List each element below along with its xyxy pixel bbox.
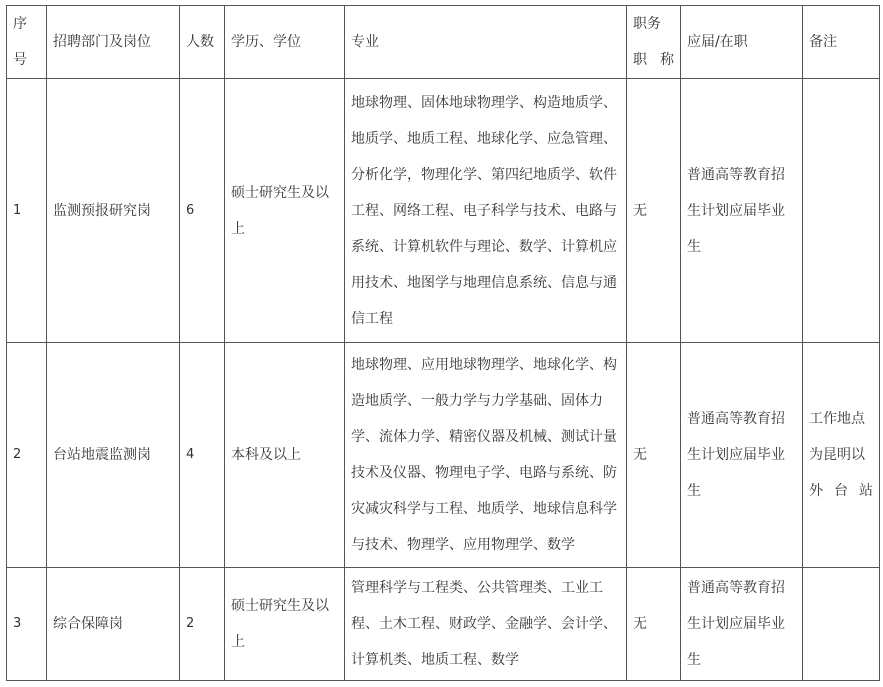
header-edu: 学历、学位 (225, 6, 345, 79)
cell-count: 4 (180, 343, 225, 568)
cell-note (803, 568, 880, 681)
cell-edu: 硕士研究生及以上 (225, 79, 345, 343)
cell-note: 工作地点为昆明以外台站 (803, 343, 880, 568)
cell-status: 普通高等教育招生计划应届毕业生 (681, 79, 803, 343)
header-dept: 招聘部门及岗位 (47, 6, 180, 79)
cell-dept: 台站地震监测岗 (47, 343, 180, 568)
table-row (7, 79, 880, 343)
header-count: 人数 (180, 6, 225, 79)
header-title: 职务职称 (627, 6, 681, 79)
cell-title: 无 (627, 343, 681, 568)
table-row (7, 343, 880, 568)
cell-major: 管理科学与工程类、公共管理类、工业工程、土木工程、财政学、金融学、会计学、计算机类、地质工程、数学 (345, 568, 627, 681)
table-row (7, 568, 880, 681)
cell-seq: 3 (7, 568, 47, 681)
cell-major: 地球物理、固体地球物理学、构造地质学、地质学、地质工程、地球化学、应急管理、分析化学，物理化学、第四纪地质学、软件工程、网络工程、电子科学与技术、电路与系统、计算机软件与理论、数学、计算机应用技术、地图学与地理信息系统、信息与通信工程 (345, 79, 627, 343)
header-note: 备注 (803, 6, 880, 79)
cell-title: 无 (627, 79, 681, 343)
header-major: 专业 (345, 6, 627, 79)
cell-dept: 监测预报研究岗 (47, 79, 180, 343)
cell-status: 普通高等教育招生计划应届毕业生 (681, 568, 803, 681)
cell-major: 地球物理、应用地球物理学、地球化学、构造地质学、一般力学与力学基础、固体力学、流体力学、精密仪器及机械、测试计量技术及仪器、物理电子学、电路与系统、防灾减灾科学与工程、地质学、地球信息科学与技术、物理学、应用物理学、数学 (345, 343, 627, 568)
recruitment-table (6, 5, 880, 681)
cell-dept: 综合保障岗 (47, 568, 180, 681)
cell-title: 无 (627, 568, 681, 681)
cell-seq: 2 (7, 343, 47, 568)
header-status: 应届/在职 (681, 6, 803, 79)
cell-note (803, 79, 880, 343)
cell-edu: 本科及以上 (225, 343, 345, 568)
cell-status: 普通高等教育招生计划应届毕业生 (681, 343, 803, 568)
cell-edu: 硕士研究生及以上 (225, 568, 345, 681)
header-seq: 序号 (7, 6, 47, 79)
cell-count: 6 (180, 79, 225, 343)
cell-count: 2 (180, 568, 225, 681)
header-row (7, 6, 880, 79)
cell-seq: 1 (7, 79, 47, 343)
